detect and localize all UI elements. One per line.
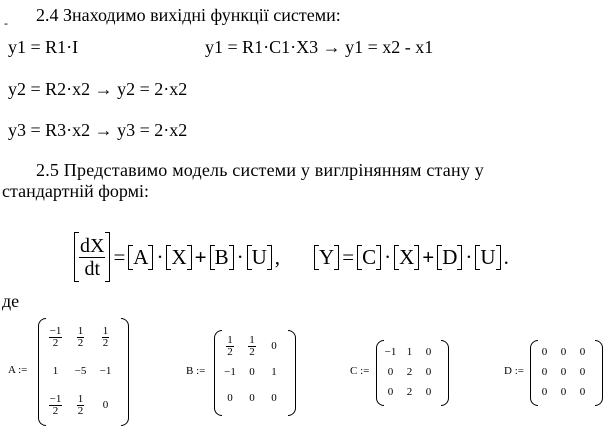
dot-operator: · xyxy=(384,244,392,269)
matrix-c-cell: 1 xyxy=(406,346,413,358)
where-label: де xyxy=(2,291,20,311)
matrix-a-cell xyxy=(49,326,63,349)
matrix-b-cell: 0 xyxy=(227,392,233,404)
dot-operator: · xyxy=(236,244,244,269)
fraction-numerator: −1 xyxy=(49,324,62,337)
matrix-a-cell xyxy=(49,394,63,417)
fraction-denominator: 2 xyxy=(77,404,84,417)
matrix-b-label: B := xyxy=(186,365,206,377)
matrix-d-cell: 0 xyxy=(541,346,548,358)
matrix-c-cell: 0 xyxy=(387,366,394,378)
fraction xyxy=(226,335,234,358)
matrix-c xyxy=(381,342,438,402)
equation-y1-left: y1 = R1·I xyxy=(8,37,79,57)
matrix-d-cell: 0 xyxy=(579,346,586,358)
matrix-c-cell: 0 xyxy=(425,386,432,398)
fraction-numerator: 1 xyxy=(77,392,84,405)
matrix-b-cell: −1 xyxy=(224,366,236,378)
matrix-d-cell: 0 xyxy=(560,366,567,378)
matrix-c-cell: 2 xyxy=(406,386,413,398)
fraction-denominator: 2 xyxy=(52,336,59,349)
matrix-a xyxy=(43,320,118,422)
fraction xyxy=(102,326,110,349)
fraction xyxy=(77,326,85,349)
plus-operator: + xyxy=(422,244,435,269)
section-2-5-line-1: 2.5 Представимо модель системи у виглрінянням стану у xyxy=(36,160,484,180)
matrix-b-cell: 0 xyxy=(249,366,255,378)
matrix-a-symbol: A xyxy=(128,245,153,270)
fraction-numerator: 1 xyxy=(249,333,255,346)
vector-u-symbol: U xyxy=(247,245,272,270)
matrix-d-cell: 0 xyxy=(541,366,548,378)
fraction-numerator: 1 xyxy=(227,333,233,346)
matrix-b-cell: 0 xyxy=(271,340,277,352)
derivative-numerator: dX xyxy=(80,234,105,257)
plus-operator: + xyxy=(194,244,207,269)
equals-sign: = xyxy=(342,244,355,269)
equation-y2: y2 = R2·x2 → y2 = 2·x2 xyxy=(8,79,188,99)
matrix-b-cell xyxy=(226,335,234,358)
section-2-5-line-2: стандартній формі: xyxy=(2,181,150,201)
comma: , xyxy=(274,244,281,269)
matrix-b-cell: 0 xyxy=(271,392,277,404)
matrix-d-symbol: D xyxy=(437,245,462,270)
fraction xyxy=(49,394,63,417)
fraction-denominator: 2 xyxy=(52,404,59,417)
derivative-bracket xyxy=(74,232,110,282)
matrix-a-cell: 0 xyxy=(102,399,109,411)
matrix-a-right-paren xyxy=(121,318,129,426)
fraction-denominator: 2 xyxy=(77,336,84,349)
matrix-a-cell: 1 xyxy=(52,365,59,377)
fraction-numerator: 1 xyxy=(77,324,84,337)
matrix-a-cell: −1 xyxy=(99,365,112,377)
fraction xyxy=(49,326,63,349)
fraction-numerator: −1 xyxy=(49,392,62,405)
matrix-c-right-paren xyxy=(441,340,449,406)
matrix-d-right-paren xyxy=(595,340,603,406)
matrix-b-cell: 1 xyxy=(271,366,277,378)
matrix-b-cell: 0 xyxy=(249,392,255,404)
matrix-a-cell: −5 xyxy=(74,365,87,377)
vector-u-symbol: U xyxy=(475,245,500,270)
matrix-a-label: A := xyxy=(8,364,28,376)
matrix-c-cell: 2 xyxy=(406,366,413,378)
matrix-c-cell: 0 xyxy=(425,346,432,358)
state-space-equation xyxy=(74,232,509,282)
matrix-a-cell xyxy=(77,394,85,417)
dot-operator: · xyxy=(156,244,164,269)
derivative-denominator: dt xyxy=(84,257,100,280)
fraction-denominator: 2 xyxy=(249,345,255,358)
matrix-c-symbol: C xyxy=(357,245,381,270)
vector-y-symbol: Y xyxy=(314,245,339,270)
section-2-4-heading: 2.4 Знаходимо вихідні функції системи: xyxy=(36,5,341,25)
matrix-d xyxy=(535,342,592,402)
matrix-d-cell: 0 xyxy=(560,386,567,398)
matrix-d-cell: 0 xyxy=(579,366,586,378)
matrix-c-cell: 0 xyxy=(387,386,394,398)
matrix-a-cell xyxy=(102,326,110,349)
matrix-d-cell: 0 xyxy=(541,386,548,398)
matrix-b xyxy=(219,333,285,411)
matrix-a-cell xyxy=(77,326,85,349)
fraction xyxy=(248,335,256,358)
vector-x-symbol: X xyxy=(394,245,419,270)
equals-sign: = xyxy=(113,244,126,269)
matrix-d-cell: 0 xyxy=(579,386,586,398)
equation-y3: y3 = R3·x2 → y3 = 2·x2 xyxy=(8,120,188,140)
matrix-b-right-paren xyxy=(288,330,296,416)
matrix-d-cell: 0 xyxy=(560,346,567,358)
fraction xyxy=(77,394,85,417)
matrix-c-label: C := xyxy=(350,365,370,377)
matrix-b-cell xyxy=(248,335,256,358)
fraction-denominator: 2 xyxy=(102,336,109,349)
dot-operator: · xyxy=(465,244,473,269)
fraction-numerator: 1 xyxy=(102,324,109,337)
fraction-denominator: 2 xyxy=(227,345,233,358)
vector-x-symbol: X xyxy=(166,245,191,270)
period: . xyxy=(503,244,509,269)
matrix-c-cell: −1 xyxy=(384,346,397,358)
matrix-b-symbol: B xyxy=(210,245,234,270)
corner-mark: - xyxy=(4,16,8,30)
equation-y1-right: y1 = R1·C1·X3 → y1 = x2 - x1 xyxy=(205,37,434,57)
matrix-d-label: D := xyxy=(504,365,524,377)
matrix-c-cell: 0 xyxy=(425,366,432,378)
